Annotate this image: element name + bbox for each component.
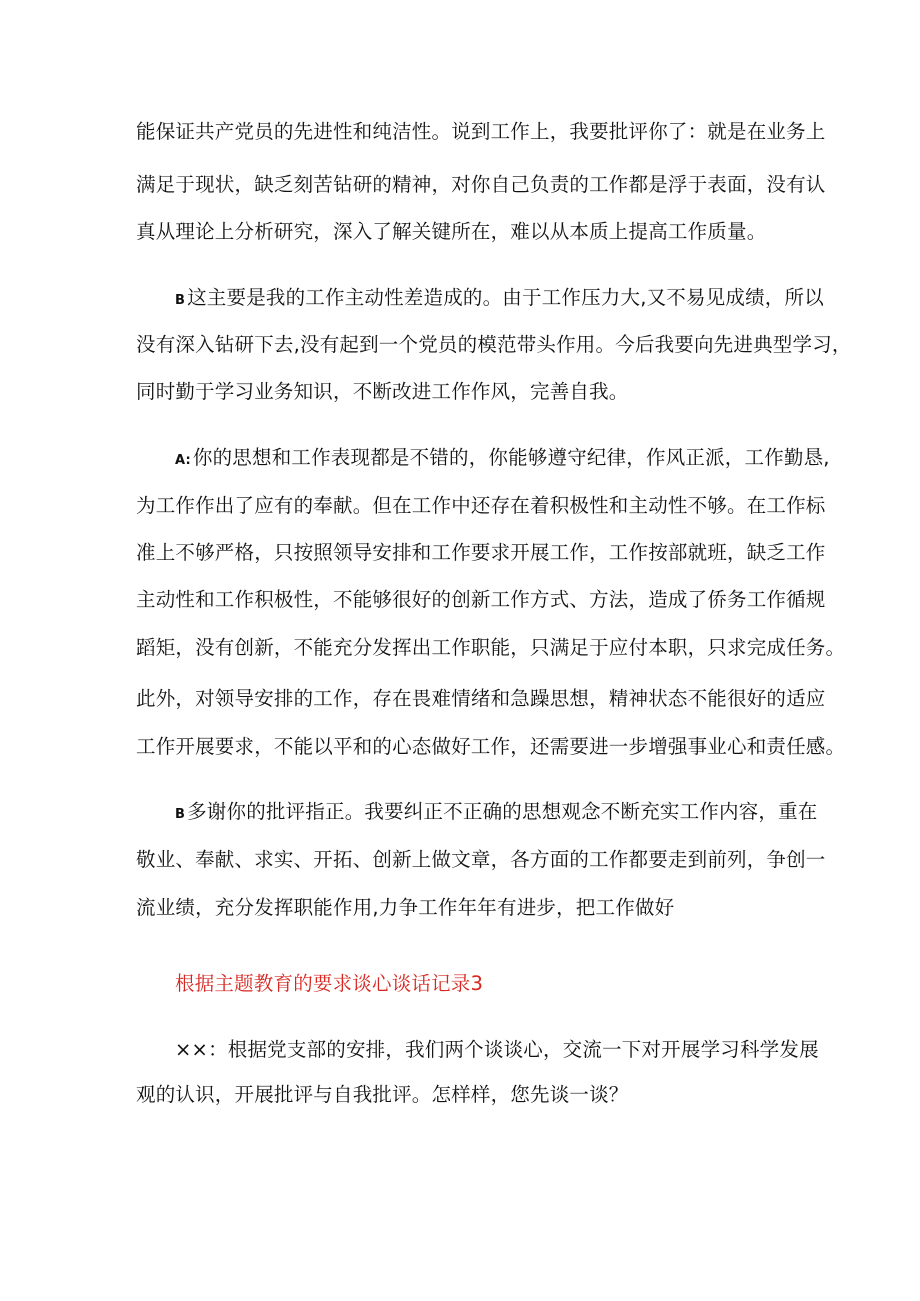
paragraph-5-line-2: 观的认识，开展批评与自我批评。怎样样，您先谈一谈？: [136, 1083, 629, 1106]
paragraph-4-line-3: 流业绩，充分发挥职能作用,力争工作年年有进步，把工作做好: [136, 896, 675, 919]
paragraph-5-line-1: ××：根据党支部的安排，我们两个谈谈心，交流一下对开展学习科学发展: [175, 1038, 819, 1061]
speaker-label-a: A:: [175, 453, 191, 468]
paragraph-4-line-1: [175, 797, 818, 830]
section-heading: 根据主题教育的要求谈心谈话记录3: [175, 972, 484, 995]
paragraph-3-line-4: 主动性和工作积极性，不能够很好的创新工作方式、方法，造成了侨务工作循规: [136, 588, 826, 611]
paragraph-2-line-2: 没有深入钻研下去,没有起到一个党员的模范带头作用。今后我要向先进典型学习，: [136, 333, 852, 356]
paragraph-2-line-1: [175, 283, 824, 316]
paragraph-3-text: 你的思想和工作表现都是不错的，你能够遵守纪律，作风正派，工作勤恳,: [192, 446, 830, 469]
paragraph-3-line-7: 工作开展要求，不能以平和的心态做好工作，还需要进一步增强事业心和责任感。: [136, 735, 846, 758]
paragraph-2-line-3: 同时勤于学习业务知识，不断改进工作作风，完善自我。: [136, 380, 629, 403]
paragraph-4-text: 多谢你的批评指正。我要纠正不正确的思想观念不断充实工作内容，重在: [187, 800, 818, 823]
paragraph-4-line-2: 敬业、奉献、求实、开拓、创新上做文章，各方面的工作都要走到前列，争创一: [136, 848, 826, 871]
paragraph-3-line-2: 为工作作出了应有的奉献。但在工作中还存在着积极性和主动性不够。在工作标: [136, 494, 826, 517]
paragraph-1-line-1: 能保证共产党员的先进性和纯洁性。说到工作上，我要批评你了：就是在业务上: [136, 120, 826, 143]
speaker-label-b-2: B: [175, 807, 186, 822]
paragraph-3-line-6: 此外，对领导安排的工作，存在畏难情绪和急躁思想，精神状态不能很好的适应: [136, 687, 826, 710]
speaker-label-b: B: [175, 293, 186, 308]
paragraph-3-line-1: [175, 443, 830, 476]
paragraph-3-line-3: 准上不够严格，只按照领导安排和工作要求开展工作，工作按部就班，缺乏工作: [136, 541, 826, 564]
paragraph-1-line-3: 真从理论上分析研究，深入了解关键所在，难以从本质上提高工作质量。: [136, 220, 767, 243]
paragraph-1-line-2: 满足于现状，缺乏刻苦钻研的精神，对你自己负责的工作都是浮于表面，没有认: [136, 173, 826, 196]
paragraph-3-line-5: 蹈矩，没有创新，不能充分发挥出工作职能，只满足于应付本职，只求完成任务。: [136, 636, 846, 659]
paragraph-2-text: 这主要是我的工作主动性差造成的。由于工作压力大,又不易见成绩，所以: [187, 286, 824, 309]
